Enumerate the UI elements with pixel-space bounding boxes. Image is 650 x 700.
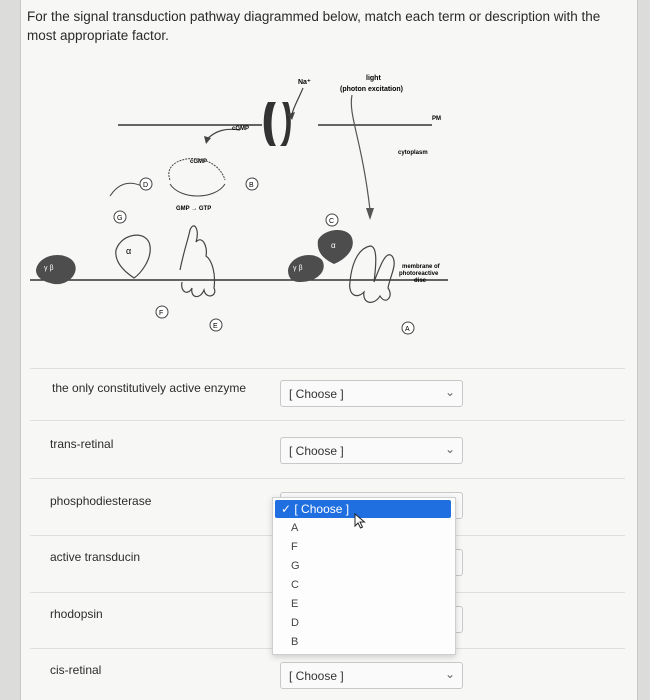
select-value: [ Choose ]: [289, 669, 344, 683]
row-label-rhodopsin: rhodopsin: [50, 607, 103, 621]
gmp-gtp-label: GMP → GTP: [176, 206, 212, 212]
row-label-active-transducin: active transducin: [50, 550, 141, 564]
marker-a: [402, 322, 414, 334]
select-trans-retinal[interactable]: [280, 437, 463, 464]
svg-text:E: E: [213, 323, 218, 330]
row-divider: [30, 478, 625, 479]
right-alpha-label: α: [331, 241, 336, 250]
svg-text:D: D: [143, 182, 149, 189]
cgmp-top-label: cGMP: [232, 126, 250, 132]
row-label-phosphodiesterase: phosphodiesterase: [50, 494, 152, 508]
row-divider: [30, 420, 625, 421]
row-divider: [30, 368, 625, 369]
cgmp-mid-label: cGMP: [190, 159, 208, 165]
dropdown-option-g[interactable]: G: [291, 560, 300, 572]
marker-d: [140, 178, 152, 190]
cytoplasm-label: cytoplasm: [398, 150, 428, 156]
marker-e: [210, 319, 222, 331]
svg-text:G: G: [117, 215, 123, 222]
select-value: [ Choose ]: [289, 444, 344, 458]
svg-text:C: C: [329, 218, 335, 225]
dropdown-option-d[interactable]: D: [291, 617, 299, 629]
dropdown-option-a[interactable]: A: [291, 522, 299, 534]
light-sub-label: (photon excitation): [340, 86, 403, 93]
dropdown-option-c[interactable]: C: [291, 579, 299, 591]
signal-pathway-diagram: [30, 60, 450, 345]
marker-g: [114, 211, 126, 223]
pm-label: PM: [432, 116, 441, 122]
dropdown-option-b[interactable]: B: [291, 636, 299, 648]
na-label: Na⁺: [298, 79, 311, 86]
marker-c: [326, 214, 338, 226]
membrane-label-2: photoreactive: [399, 271, 439, 277]
chevron-down-icon: ⌄: [444, 667, 455, 681]
left-bg-label: γ β: [44, 265, 54, 272]
marker-f: [156, 306, 168, 318]
marker-b: [246, 178, 258, 190]
right-bg-label: γ β: [293, 265, 303, 272]
svg-text:A: A: [405, 326, 410, 333]
select-cis-retinal[interactable]: [280, 662, 463, 689]
select-constitutive-enzyme[interactable]: [280, 380, 463, 407]
dropdown-option-e[interactable]: E: [291, 598, 299, 610]
question-text: For the signal transduction pathway diagrammed below, match each term or description with the most appropriate factor.: [27, 9, 601, 43]
light-label: light: [366, 75, 381, 82]
row-label-constitutive-enzyme: the only constitutively active enzyme: [52, 381, 247, 395]
membrane-label-1: membrane of: [402, 264, 440, 270]
chevron-down-icon: ⌄: [444, 385, 455, 399]
alpha-label: α: [126, 246, 132, 256]
mouse-cursor-icon: [354, 513, 366, 529]
chevron-down-icon: ⌄: [444, 442, 455, 456]
svg-text:F: F: [159, 310, 164, 317]
dropdown-option-f[interactable]: F: [291, 541, 298, 553]
row-label-cis-retinal: cis-retinal: [50, 663, 102, 677]
select-value: [ Choose ]: [289, 387, 344, 401]
membrane-label-3: disc: [414, 278, 427, 284]
svg-text:B: B: [249, 182, 254, 189]
dropdown-option-choose[interactable]: ✓ [ Choose ]: [275, 500, 451, 518]
row-label-trans-retinal: trans-retinal: [50, 437, 114, 451]
